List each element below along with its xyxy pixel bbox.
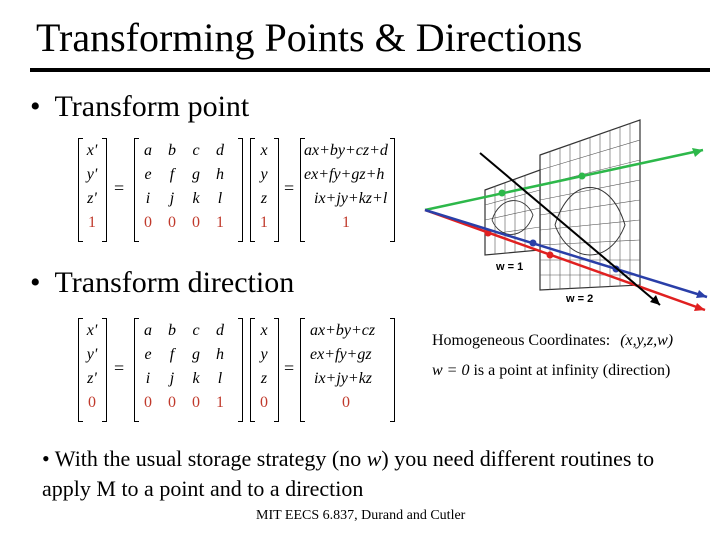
m13: h (216, 346, 224, 363)
lhs-w: 0 (88, 394, 96, 411)
slide-title: Transforming Points & Directions (36, 15, 583, 60)
rhs-left-bracket (300, 318, 305, 422)
m33: 1 (216, 214, 224, 231)
vec-w: 0 (260, 394, 268, 411)
m20: i (145, 190, 151, 207)
footer-credit: MIT EECS 6.837, Durand and Cutler (256, 508, 466, 523)
rhs-row-1: ax+by+cz+d (304, 142, 388, 159)
bullet-transform-point-label: Transform point (54, 90, 250, 123)
vec-x: x (260, 142, 268, 159)
lhs-right-bracket (102, 138, 107, 242)
homogeneous-coords-line (432, 332, 673, 350)
equals-sign: = (114, 358, 125, 378)
direction-equation (78, 318, 408, 428)
m31: 0 (168, 214, 176, 231)
vec-x: x (260, 322, 268, 339)
m01: b (168, 322, 176, 339)
bullet-transform-point (30, 90, 249, 124)
vec-y: y (260, 346, 268, 363)
plane-w2 (540, 120, 640, 290)
matrix-right-bracket (238, 318, 243, 422)
m13: h (216, 166, 224, 183)
rhs-row-1: ax+by+cz (310, 322, 376, 339)
m22: k (192, 190, 200, 207)
blue-ray (425, 210, 707, 298)
vec-z: z (260, 190, 268, 207)
m20: i (145, 370, 151, 387)
lhs-y: y' (86, 346, 98, 363)
title-underline (30, 68, 710, 72)
bullet-transform-direction-label: Transform direction (54, 266, 295, 299)
m11: f (169, 166, 175, 183)
m00: a (144, 322, 152, 339)
vec-w: 1 (260, 214, 268, 231)
m11: f (169, 346, 175, 363)
m03: d (216, 142, 224, 159)
m10: e (144, 166, 152, 183)
lhs-x: x' (86, 142, 98, 159)
m01: b (168, 142, 176, 159)
m21: j (169, 370, 175, 387)
axis-arrowhead (650, 295, 660, 305)
rhs-row-3: ix+jy+kz+l (314, 190, 388, 207)
m22: k (192, 370, 200, 387)
m23: l (217, 190, 223, 207)
m12: g (192, 166, 200, 183)
m21: j (169, 190, 175, 207)
label-w2: w = 2 (566, 293, 594, 305)
m03: d (216, 322, 224, 339)
storage-strategy-note (42, 444, 702, 504)
rhs-row-4: 0 (342, 394, 350, 411)
m31: 0 (168, 394, 176, 411)
equals-sign: = (284, 178, 295, 198)
label-w1: w = 1 (496, 261, 524, 273)
rhs-row-3: ix+jy+kz (314, 370, 373, 387)
rhs-row-4: 1 (342, 214, 350, 231)
m23: l (217, 370, 223, 387)
m02: c (192, 142, 200, 159)
lhs-z: z' (87, 370, 97, 387)
w-zero-value: w = 0 (432, 362, 470, 379)
m32: 0 (192, 394, 200, 411)
m02: c (192, 322, 200, 339)
matrix-right-bracket (238, 138, 243, 242)
note-text-w: w (366, 446, 382, 471)
vec-z: z (260, 370, 268, 387)
rhs-row-2: ex+fy+gz (310, 346, 372, 363)
note-text-b: ) you need different routines to apply M to a point and to a direction (42, 446, 655, 501)
lhs-w: 1 (88, 214, 96, 231)
lhs-z: z' (87, 190, 97, 207)
bullet-dot: • (30, 266, 41, 299)
bullet-transform-direction (30, 266, 294, 300)
m33: 1 (216, 394, 224, 411)
vec-right-bracket (274, 318, 279, 422)
m30: 0 (144, 394, 152, 411)
vec-y: y (260, 166, 268, 183)
m32: 0 (192, 214, 200, 231)
homogeneous-projection-diagram (420, 115, 710, 315)
m10: e (144, 346, 152, 363)
w-zero-line (432, 362, 670, 380)
bullet-dot: • (30, 90, 41, 123)
homogeneous-label: Homogeneous Coordinates: (432, 332, 611, 349)
m12: g (192, 346, 200, 363)
rhs-row-2: ex+fy+gz+h (304, 166, 385, 183)
equals-sign: = (114, 178, 125, 198)
m00: a (144, 142, 152, 159)
lhs-right-bracket (102, 318, 107, 422)
lhs-x: x' (86, 322, 98, 339)
m30: 0 (144, 214, 152, 231)
equals-sign: = (284, 358, 295, 378)
point-equation (78, 138, 408, 248)
green-ray (425, 148, 703, 210)
w-zero-desc: is a point at infinity (direction) (473, 362, 671, 379)
vec-right-bracket (274, 138, 279, 242)
note-text-a: • With the usual storage strategy (no (42, 446, 367, 471)
homogeneous-value: (x,y,z,w) (620, 332, 674, 349)
lhs-y: y' (86, 166, 98, 183)
